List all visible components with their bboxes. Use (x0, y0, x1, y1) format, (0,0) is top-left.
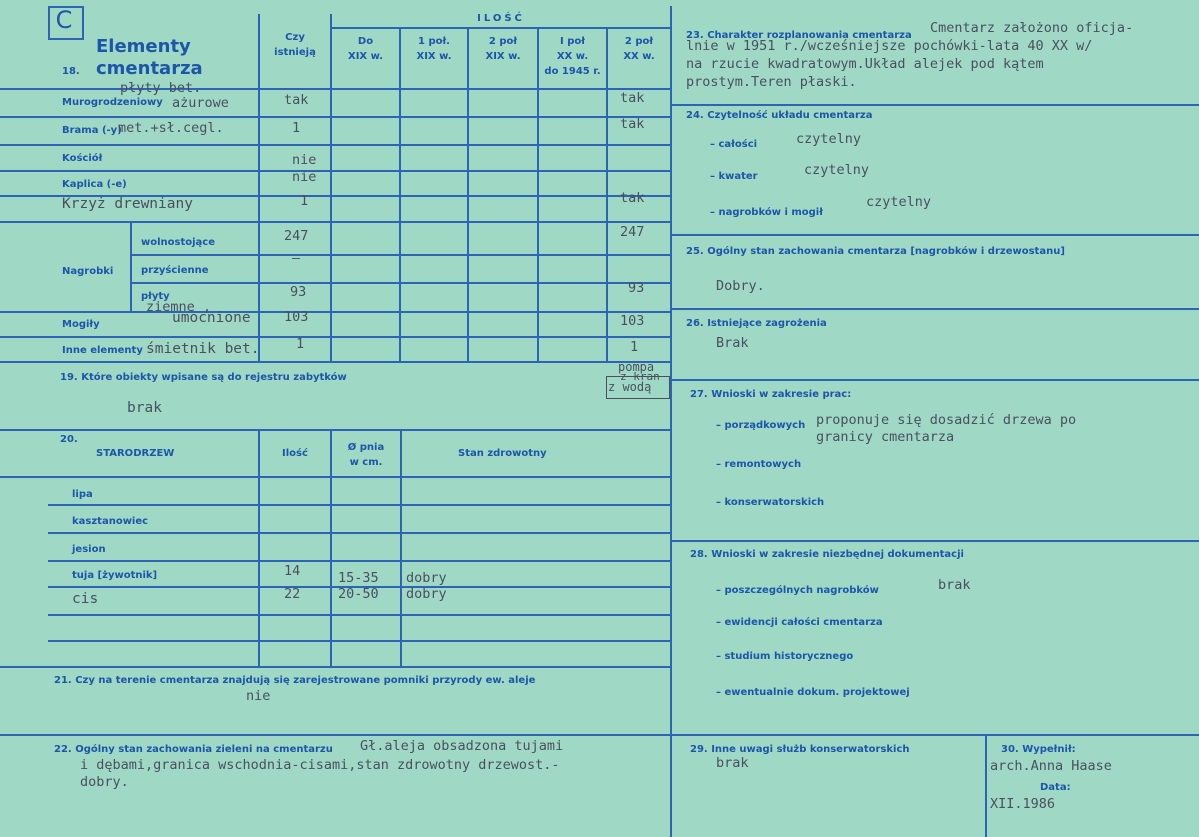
center-divider (670, 6, 672, 837)
section-22-line1: Gł.aleja obsadzona tujami (360, 738, 564, 754)
krzyz-exists: 1 (300, 193, 309, 209)
grid-line (0, 170, 670, 172)
s24-nagrobkow-val: czytelny (866, 194, 932, 210)
s27-konserwatorskich: – konserwatorskich (716, 497, 825, 508)
grid-line (48, 640, 670, 642)
kosciol-exists: nie (292, 152, 317, 168)
pompa-line1: pompa (618, 360, 655, 374)
section-30-date-label: Data: (1040, 782, 1071, 793)
cis-dia: 20-50 (338, 586, 379, 602)
mogily-exists: 103 (284, 309, 309, 325)
mur-typed: ażurowe (172, 95, 229, 111)
grid-line (0, 734, 670, 736)
section-21-label: 21. Czy na terenie cmentarza znajdują się zarejestrowane pomniki przyrody ew. aleje (54, 675, 536, 686)
section-27-label: 27. Wnioski w zakresie prac: (690, 389, 852, 400)
section-20-stan: Stan zdrowotny (458, 448, 547, 459)
tree-kasztan: kasztanowiec (72, 516, 149, 527)
s28-nagrobkow: – poszczególnych nagrobków (716, 585, 879, 596)
grid-line (0, 429, 670, 431)
grid-line (48, 560, 670, 562)
section-29-label: 29. Inne uwagi służb konserwatorskich (690, 744, 910, 755)
section-20-pnia (332, 440, 400, 470)
pompa-line2: z kran (620, 370, 660, 383)
plyty-exists: 93 (290, 284, 307, 300)
cis-qty: 22 (284, 586, 301, 602)
section-18-title-line2: cmentarza (96, 58, 203, 79)
tuja-state: dobry (406, 570, 447, 586)
col-1p19-l2: XIX w. (416, 51, 452, 62)
grid-line (130, 282, 670, 284)
tree-jesion: jesion (72, 544, 106, 555)
s28-projektowej: – ewentualnie dokum. projektowej (716, 687, 910, 698)
section-30-date-value: XII.1986 (990, 796, 1056, 812)
s24-calosci: – całości (710, 139, 758, 150)
grid-line (0, 116, 670, 118)
grid-line (670, 540, 1199, 542)
col-do19-l1: Do (357, 36, 374, 47)
section-26-value: Brak (716, 335, 749, 351)
grid-line (330, 14, 332, 362)
section-22-line3: dobry. (80, 774, 129, 790)
grid-line (670, 308, 1199, 310)
col-ilosc-header: ILOŚĆ (477, 13, 525, 24)
s27-porzadkowych: – porządkowych (716, 420, 806, 431)
col-do19-l2: XIX w. (347, 51, 384, 62)
mur-exists: tak (284, 92, 309, 108)
grid-line (670, 734, 1199, 736)
row-kosciol-label: Kościół (62, 153, 103, 164)
section-23-line2: lnie w 1951 r./wcześniejsze pochówki-lata 40 XX w/ (686, 38, 1093, 54)
grid-line (258, 14, 260, 362)
s27-porzadkowych-l2: granicy cmentarza (816, 429, 955, 445)
col-exists-l1: Czy (285, 32, 305, 43)
grid-line (0, 311, 670, 313)
row-przysc-label: przyścienne (141, 265, 209, 276)
tuja-qty: 14 (284, 563, 301, 579)
col-1p20-l1: I poł (560, 36, 585, 47)
mur-typed-top: płyty bet. (120, 80, 202, 96)
section-28-label: 28. Wnioski w zakresie niezbędnej dokumentacji (690, 549, 964, 560)
grid-line (48, 504, 670, 506)
section-19-value: brak (127, 400, 162, 416)
grid-line (0, 221, 670, 223)
s28-studium: – studium historycznego (716, 651, 854, 662)
s27-remontowych: – remontowych (716, 459, 802, 470)
grid-line (0, 476, 670, 478)
s27-porzadkowych-l1: proponuje się dosadzić drzewa po (816, 412, 1077, 428)
section-19-label: 19. Które obiekty wpisane są do rejestru zabytków (60, 372, 347, 383)
grid-line (130, 254, 670, 256)
grid-line (985, 734, 987, 837)
row-inne-label: Inne elementy (62, 345, 143, 356)
grid-line (670, 379, 1199, 381)
s28-ewidencji: – ewidencji całości cmentarza (716, 617, 883, 628)
row-mogily-label: Mogiły (62, 319, 100, 330)
kaplica-exists: nie (292, 169, 317, 185)
s24-kwater-val: czytelny (804, 162, 870, 178)
col-1p20-l2: XX w. (556, 51, 589, 62)
grid-line (400, 429, 402, 667)
tree-tuja: tuja [żywotnik] (72, 570, 158, 581)
grid-line (130, 221, 132, 313)
col-2p20-l1: 2 poł (624, 36, 654, 47)
section-24-label: 24. Czytelność układu cmentarza (686, 110, 873, 121)
inne-typed: śmietnik bet. (146, 341, 260, 357)
s24-kwater: – kwater (710, 171, 758, 182)
s24-calosci-val: czytelny (796, 131, 862, 147)
row-nagrobki-label: Nagrobki (62, 266, 114, 277)
row-wolno-label: wolnostojące (141, 237, 216, 248)
grid-line (0, 88, 670, 90)
row-mur-sub: ogrodzeniowy (84, 97, 163, 108)
mogily-typed: umocnione (172, 310, 251, 326)
col-1p20-header (539, 34, 606, 79)
mogily-typed-top: ziemne , (146, 299, 212, 315)
col-2p20-header (608, 34, 670, 64)
section-20-number: 20. (60, 434, 78, 445)
section-30-value: arch.Anna Haase (990, 758, 1112, 774)
col-exists-l2: istnieją (274, 47, 316, 58)
brama-exists: 1 (292, 120, 301, 136)
section-30-label: 30. Wypełnił: (1001, 744, 1076, 755)
pnia-l2: w cm. (349, 457, 383, 468)
section-25-label: 25. Ogólny stan zachowania cmentarza [nagrobków i drzewostanu] (686, 246, 1065, 257)
section-29-value: brak (716, 755, 749, 771)
grid-line (48, 614, 670, 616)
cis-state: dobry (406, 586, 447, 602)
row-kaplica-label: Kaplica (-e) (62, 179, 127, 190)
section-25-value: Dobry. (716, 278, 765, 294)
letter-label: C (55, 6, 73, 34)
krzyz-2p20: tak (620, 190, 645, 206)
mogily-2p20: 103 (620, 313, 645, 329)
col-1p19-l1: 1 poł. (418, 36, 450, 47)
grid-line (670, 234, 1199, 236)
section-23-label: 23. Charakter rozplanowania cmentarza (686, 30, 912, 41)
brama-2p20: tak (620, 116, 645, 132)
col-2p19-l2: XIX w. (485, 51, 521, 62)
s24-nagrobkow: – nagrobków i mogił (710, 207, 823, 218)
section-18-title-line1: Elementy (96, 36, 191, 57)
col-2p19-l1: 2 poł (488, 36, 518, 47)
section-23-line1: Cmentarz założono oficja- (930, 20, 1134, 36)
plyty-2p20: 93 (628, 280, 645, 296)
tree-lipa: lipa (72, 489, 93, 500)
wolno-exists: 247 (284, 228, 309, 244)
przysc-exists: – (292, 250, 301, 266)
grid-line (670, 104, 1199, 106)
grid-line (258, 429, 260, 667)
col-do19-header (332, 34, 399, 64)
section-22-label: 22. Ogólny stan zachowania zieleni na cmentarzu (54, 744, 333, 755)
inne-2p20: 1 (630, 339, 639, 355)
section-18-number: 18. (62, 66, 80, 77)
pompa-line3: z wodą (608, 380, 652, 394)
grid-line (0, 336, 670, 338)
pnia-l1: Ø pnia (347, 442, 385, 453)
tuja-dia: 15-35 (338, 570, 379, 586)
row-brama-label: Brama (-y) (62, 125, 122, 136)
section-23-line4: prostym.Teren płaski. (686, 74, 857, 90)
section-20-title: STARODRZEW (96, 448, 175, 459)
s28-nagrobkow-val: brak (938, 577, 971, 593)
section-22-line2: i dębami,granica wschodnia-cisami,stan zdrowotny drzewost.- (80, 757, 560, 773)
grid-line (0, 144, 670, 146)
col-exists-header (260, 30, 330, 60)
wolno-2p20: 247 (620, 224, 645, 240)
row-mur-label: Mur (62, 97, 85, 108)
inne-exists: 1 (296, 336, 305, 352)
brama-typed: met.+sł.cegl. (118, 120, 224, 136)
grid-line (330, 27, 670, 29)
col-1p19-header (401, 34, 467, 64)
grid-line (0, 666, 670, 668)
tree-cis: cis (72, 591, 99, 607)
grid-line (48, 532, 670, 534)
grid-line (0, 361, 670, 363)
section-23-line3: na rzucie kwadratowym.Układ alejek pod kątem (686, 56, 1044, 72)
section-26-label: 26. Istniejące zagrożenia (686, 318, 827, 329)
col-2p20-l2: XX w. (623, 51, 655, 62)
krzyz-label: Krzyż drewniany (62, 196, 193, 212)
section-20-ilosc: Ilość (282, 448, 308, 459)
col-2p19-header (469, 34, 537, 64)
section-21-value: nie (246, 688, 271, 704)
col-1p20-l3: do 1945 r. (544, 66, 601, 77)
mur-2p20: tak (620, 90, 645, 106)
row-plyty-label: płyty (141, 291, 170, 302)
